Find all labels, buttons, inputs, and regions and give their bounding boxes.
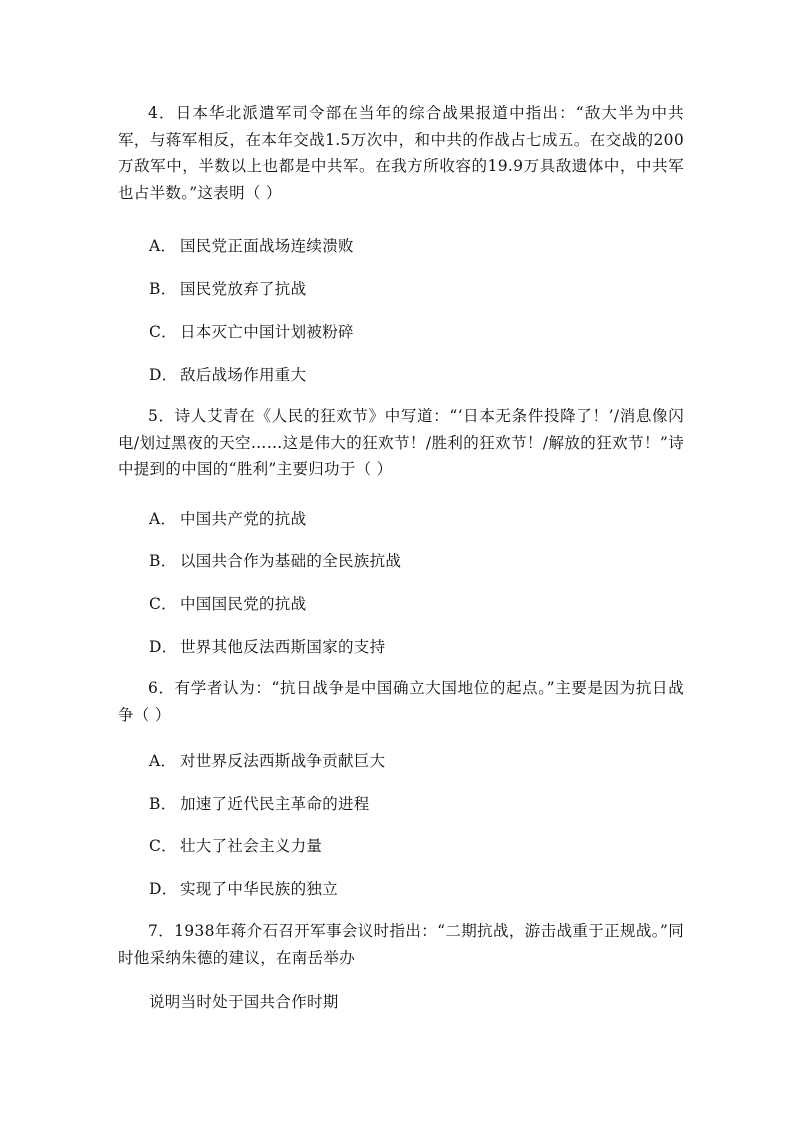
question-5-option-a [149,508,306,530]
option-label: A． [149,752,177,770]
question-5-text: 5．诗人艾青在《人民的狂欢节》中写道：“‘日本无条件投降了！’/消息像闪电/划过黑夜的天空……这是伟大的狂欢节！/胜利的狂欢节！/解放的狂欢节！”诗中提到的中国的“胜利”主要归功于（ ） [118,407,684,478]
option-text: 对世界反法西斯战争贡献巨大 [180,752,386,770]
question-6-option-b [149,793,370,815]
option-text: 中国国民党的抗战 [180,595,307,613]
question-6-option-d [149,878,338,900]
question-6-option-c [149,835,322,857]
option-label: D． [149,366,178,384]
trailing-paragraph [149,991,339,1013]
question-5-option-c [149,593,306,615]
question-6-text: 6．有学者认为：“抗日战争是中国确立大国地位的起点。”主要是因为抗日战争（ ） [118,679,684,724]
option-label: D． [149,638,178,656]
option-text: 日本灭亡中国计划被粉碎 [180,323,354,341]
question-5-stem [118,403,684,483]
question-7-text: 7．1938年蒋介石召开军事会议时指出：“二期抗战，游击战重于正规战。”同时他采纳朱德的建议，在南岳举办 [118,922,684,967]
option-label: C． [149,837,177,855]
option-text: 敌后战场作用重大 [180,366,307,384]
question-7-stem [118,918,684,971]
option-text: 以国共合作为基础的全民族抗战 [180,552,402,570]
question-6-stem [118,675,684,728]
question-6-option-a [149,750,385,772]
question-4-option-c [149,321,354,343]
option-text: 国民党放弃了抗战 [180,280,307,298]
option-label: B． [149,552,177,570]
option-label: B． [149,280,177,298]
option-text: 中国共产党的抗战 [180,510,307,528]
option-label: A． [149,237,177,255]
question-4-option-b [149,278,306,300]
option-text: 国民党正面战场连续溃败 [180,237,354,255]
question-4-option-d [149,364,306,386]
option-label: C． [149,595,177,613]
question-5-option-b [149,550,401,572]
trailing-text: 说明当时处于国共合作时期 [149,993,339,1011]
option-text: 壮大了社会主义力量 [180,837,323,855]
question-5-option-d [149,636,385,658]
option-label: C． [149,323,177,341]
question-4-option-a [149,235,354,257]
option-label: A． [149,510,177,528]
option-label: B． [149,795,177,813]
question-4-text: 4．日本华北派遣军司令部在当年的综合战果报道中指出：“敌大半为中共军，与蒋军相反，在本年交战1.5万次中，和中共的作战占七成五。在交战的200万敌军中，半数以上也都是中共军。在我方所收容的19.9万具敌遗体中，中共军也占半数。”这表明（ ） [118,104,684,202]
option-text: 世界其他反法西斯国家的支持 [180,638,386,656]
option-text: 实现了中华民族的独立 [180,880,339,898]
question-4-stem [118,100,684,206]
option-text: 加速了近代民主革命的进程 [180,795,370,813]
option-label: D． [149,880,178,898]
